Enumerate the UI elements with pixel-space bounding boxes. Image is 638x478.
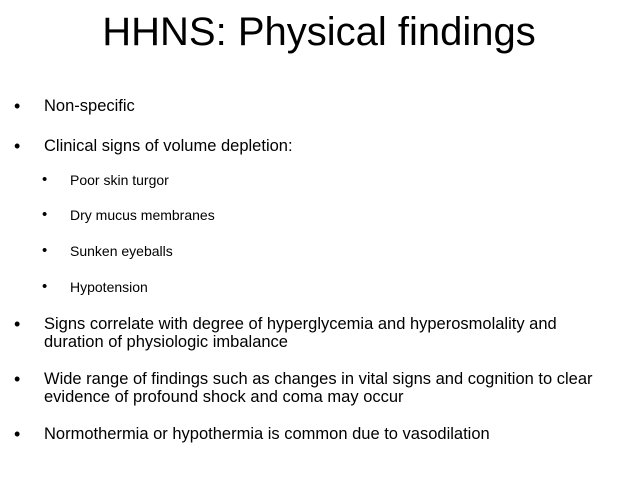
bullet-text: duration of physiologic imbalance xyxy=(44,333,288,351)
sub-bullet-dot-icon: • xyxy=(42,171,48,188)
bullet-text: Normothermia or hypothermia is common due to vasodilation xyxy=(44,425,490,443)
sub-bullet-dot-icon: • xyxy=(42,206,48,223)
slide-title: HHNS: Physical findings xyxy=(102,10,536,54)
bullet-dot-icon: • xyxy=(14,314,21,334)
sub-bullet-text: Poor skin turgor xyxy=(70,172,169,188)
bullet-dot-icon: • xyxy=(14,424,21,444)
bullet-dot-icon: • xyxy=(14,136,21,156)
sub-bullet-dot-icon: • xyxy=(42,278,48,295)
bullet-dot-icon: • xyxy=(14,369,21,389)
bullet-text: Non-specific xyxy=(44,97,135,115)
bullet-dot-icon: • xyxy=(14,96,21,116)
bullet-text: Signs correlate with degree of hyperglycemia and hyperosmolality and xyxy=(44,315,557,333)
bullet-text: Clinical signs of volume depletion: xyxy=(44,137,293,155)
bullet-text: evidence of profound shock and coma may occur xyxy=(44,388,404,406)
sub-bullet-text: Dry mucus membranes xyxy=(70,207,215,223)
sub-bullet-text: Hypotension xyxy=(70,279,148,295)
bullet-text: Wide range of findings such as changes in vital signs and cognition to clear xyxy=(44,370,593,388)
sub-bullet-dot-icon: • xyxy=(42,242,48,259)
sub-bullet-text: Sunken eyeballs xyxy=(70,243,173,259)
